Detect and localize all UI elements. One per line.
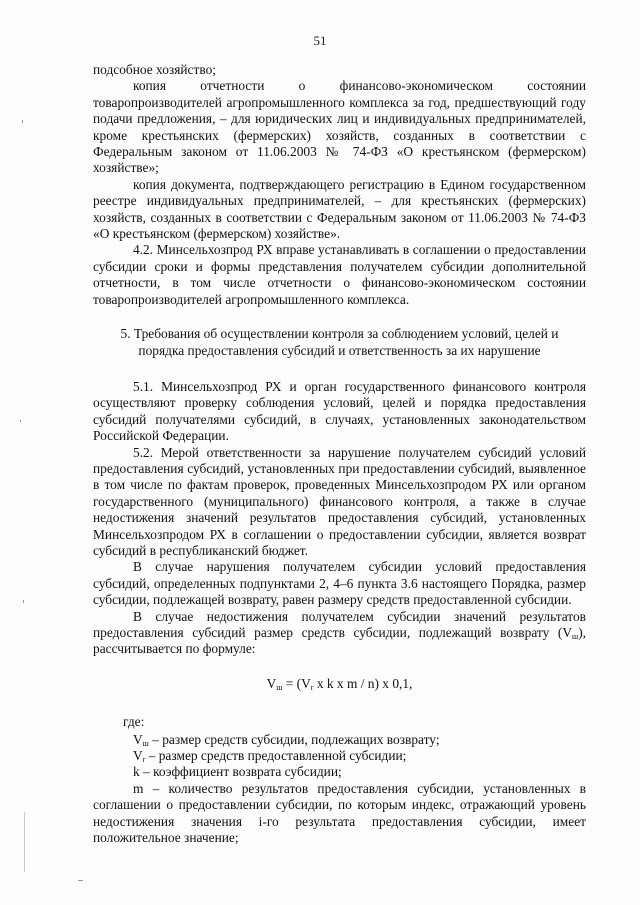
section-heading: 5. Требования об осуществлении контроля за соблюдением условий, целей и порядка предоставления субсидий и ответственность за их нарушение (120, 326, 559, 358)
scan-artifact (22, 120, 23, 123)
scan-artifact (24, 812, 25, 872)
formula-text: V (266, 675, 277, 691)
paragraph: 5.1. Минсельхозпрод РХ и орган государственного финансового контроля осуществляют проверку соблюдения условий, целей и порядка предоставления субсидий получателями субсидий, в случаях, установленных законодательством Российской Федерации. (93, 378, 586, 444)
subscript: ш (142, 738, 149, 748)
definition (93, 748, 586, 764)
definition-text: – размер средств субсидии, подлежащих возврату; (148, 731, 440, 747)
definition: m – количество результатов предоставления субсидии, установленных в соглашении о предоставлении субсидии, по которым индекс, отражающий уровень недостижения значения i-го результата предоставления субсидии, имеет положительное значение; (93, 780, 586, 846)
page-number: 51 (313, 33, 327, 48)
scan-artifact (20, 420, 21, 422)
formula-text: x k x m / n) x 0,1, (313, 675, 413, 691)
definition-symbol: V (133, 731, 143, 747)
scan-artifact (23, 600, 24, 603)
paragraph: 4.2. Минсельхозпрод РХ вправе устанавливать в соглашении о предоставлении субсидии сроки и формы представления получателем субсидии дополнительной отчетности, в том числе отчетности о финансово-экономическом состоянии товаропроизводителей агропромышленного комплекса. (93, 242, 586, 307)
document-body (93, 62, 586, 846)
subscript: ш (572, 632, 579, 641)
definition: k – коэффициент возврата субсидии; (133, 764, 342, 780)
paragraph: копия отчетности о финансово-экономическом состоянии товаропроизводителей агропромышленного комплекса за год, предшествующий году подачи предложения, – для юридических лиц и индивидуальных предпринимателей, кроме крестьянских (фермерских) хозяйств, созданных в соответствии с Федеральным законом от 11.06.2003 № 74-ФЗ «О крестьянском (фермерском) хозяйстве»; (93, 78, 586, 176)
paragraph-text: В случае недостижения получателем субсидии значений результатов предоставления субсидий размер средств субсидии, подлежащий возврату (V (93, 608, 586, 640)
subscript: r (310, 682, 314, 692)
formula (93, 676, 586, 692)
definition-symbol: V (133, 748, 143, 764)
paragraph: В случае нарушения получателем субсидии условий предоставления субсидий, определенных подпунктами 2, 4–6 пункта 3.6 настоящего Порядка, размер субсидии, подлежащей возврату, равен размеру средств предоставленной субсидии. (93, 559, 586, 608)
paragraph-text: ), рассчитывается по формуле: (93, 625, 586, 657)
paragraph (93, 609, 586, 658)
subscript: ш (276, 682, 283, 692)
definitions-intro: где: (123, 714, 145, 730)
paragraph: копия документа, подтверждающего регистрацию в Едином государственном реестре индивидуальных предпринимателей, – для крестьянских (фермерских) хозяйств, созданных в соответствии с Федеральным законом от 11.06.2003 № 74-ФЗ «О крестьянском (фермерском) хозяйстве». (93, 176, 586, 242)
scan-artifact (78, 880, 83, 881)
formula-text: = (V (282, 675, 311, 691)
paragraph: 5.2. Мерой ответственности за нарушение получателем субсидий условий предоставления субсидий, установленных при предоставлении субсидий, выявленное в том числе по фактам проверок, проведенных Минсельхозпродом РХ или органом государственного (муниципального) финансового контроля, а также в случае недостижения значений результатов предоставления субсидий, установленных Минсельхозпродом РХ в соглашении о предоставлении субсидии, является возврат субсидий в республиканский бюджет. (93, 444, 586, 558)
paragraph: подсобное хозяйство; (93, 62, 216, 77)
subscript: r (142, 755, 146, 765)
definition-text: – размер средств предоставленной субсидии; (145, 748, 407, 764)
definition (93, 732, 586, 748)
